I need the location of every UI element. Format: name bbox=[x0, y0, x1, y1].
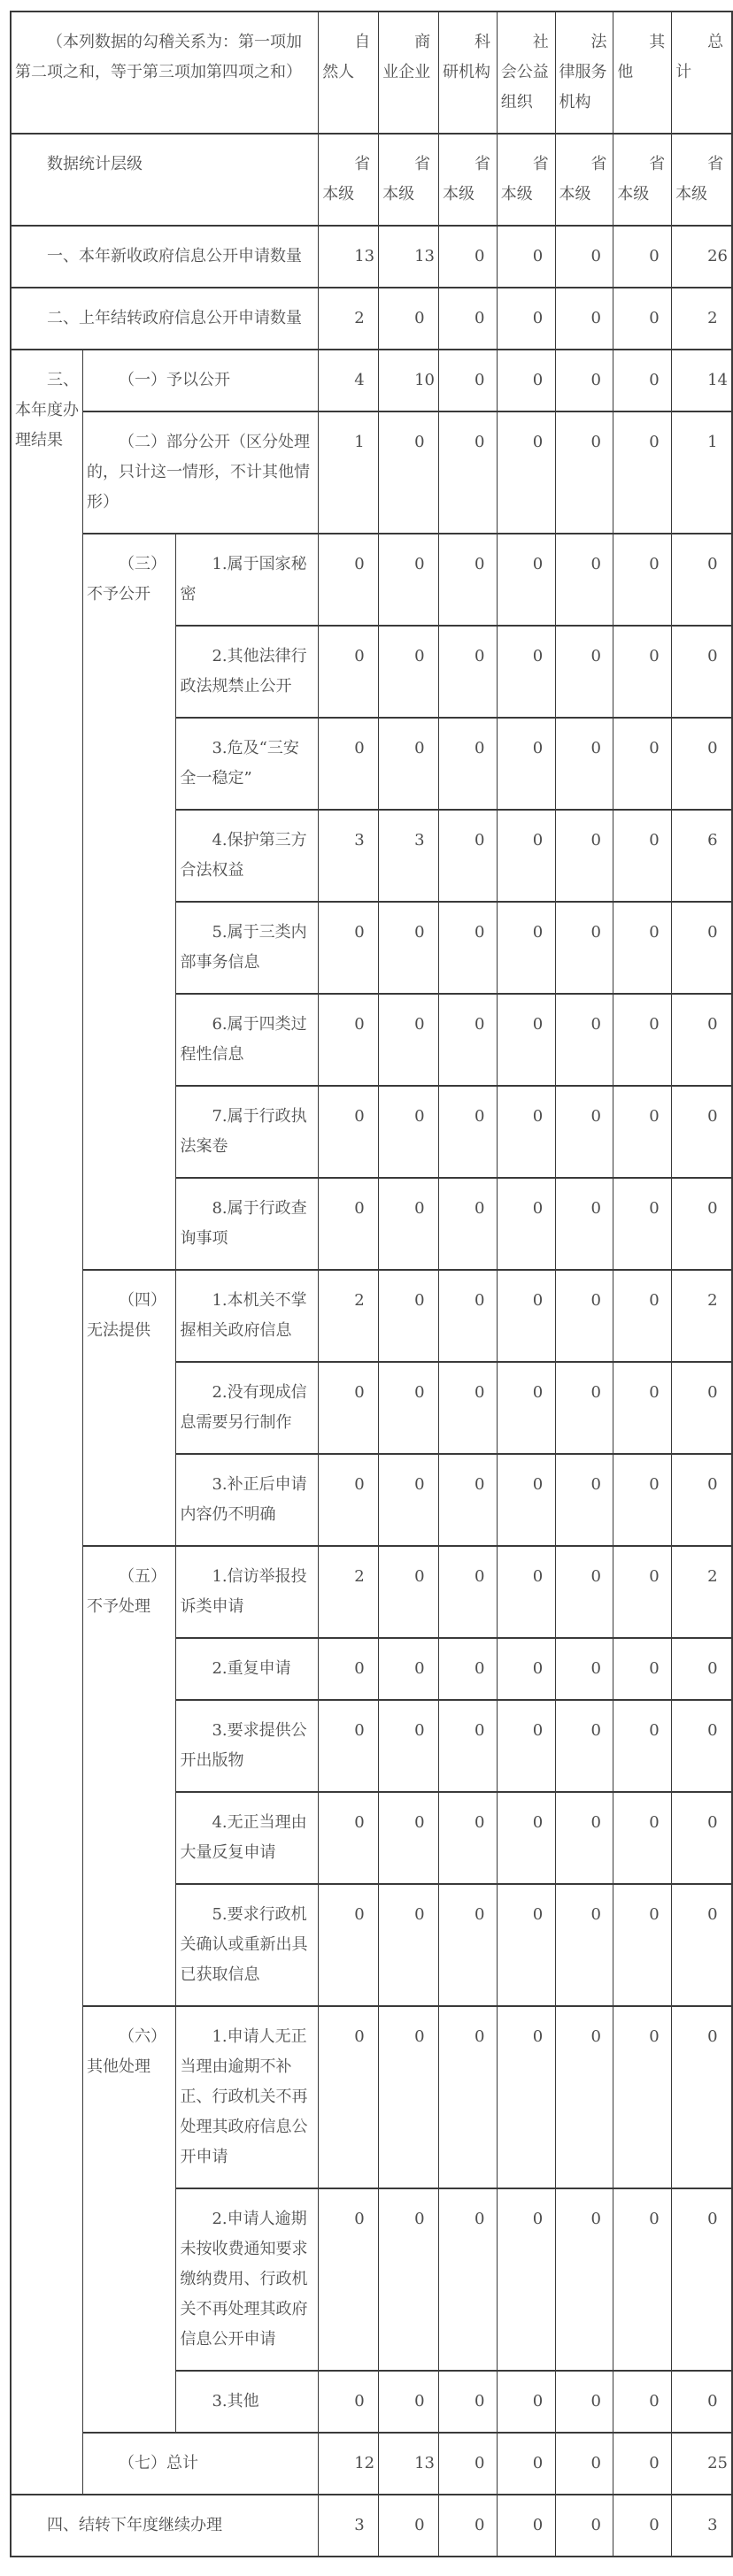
col-header-total: 总计 bbox=[672, 12, 732, 134]
row-label: （一）予以公开 bbox=[83, 350, 319, 411]
row-label: 2.重复申请 bbox=[176, 1638, 319, 1700]
value-cell: 0 bbox=[555, 1546, 613, 1638]
value-cell: 0 bbox=[497, 1362, 555, 1454]
value-cell: 0 bbox=[379, 288, 439, 350]
value-cell: 0 bbox=[379, 1546, 439, 1638]
value-cell: 0 bbox=[672, 534, 732, 626]
value-cell: 0 bbox=[439, 1638, 498, 1700]
value-cell: 0 bbox=[672, 994, 732, 1086]
value-cell: 0 bbox=[379, 1700, 439, 1792]
value-cell: 0 bbox=[319, 718, 379, 810]
value-cell: 0 bbox=[555, 2495, 613, 2557]
group-label-other-handling: （六）其他处理 bbox=[83, 2006, 176, 2433]
value-cell: 0 bbox=[613, 1546, 672, 1638]
value-cell: 0 bbox=[379, 1638, 439, 1700]
value-cell: 0 bbox=[555, 626, 613, 718]
value-cell: 0 bbox=[555, 411, 613, 534]
value-cell: 0 bbox=[379, 2495, 439, 2557]
value-cell: 0 bbox=[319, 1178, 379, 1270]
value-cell: 0 bbox=[497, 1792, 555, 1884]
value-cell: 0 bbox=[439, 1546, 498, 1638]
row-label: 5.要求行政机关确认或重新出具已获取信息 bbox=[176, 1884, 319, 2006]
value-cell: 0 bbox=[672, 1086, 732, 1178]
row-label: 8.属于行政查询事项 bbox=[176, 1178, 319, 1270]
header-row bbox=[11, 12, 732, 134]
value-cell: 0 bbox=[379, 994, 439, 1086]
table-row-not-disclosed-1 bbox=[11, 534, 732, 626]
section-label-annual-results: 三、本年度办理结果 bbox=[11, 350, 83, 2495]
value-cell: 0 bbox=[613, 1884, 672, 2006]
value-cell: 0 bbox=[497, 2188, 555, 2371]
row-label: 5.属于三类内部事务信息 bbox=[176, 902, 319, 994]
value-cell: 0 bbox=[439, 1884, 498, 2006]
value-cell: 0 bbox=[555, 1792, 613, 1884]
value-cell: 0 bbox=[613, 1700, 672, 1792]
value-cell: 26 bbox=[672, 226, 732, 288]
value-cell: 0 bbox=[613, 626, 672, 718]
value-cell: 0 bbox=[672, 1792, 732, 1884]
value-cell: 0 bbox=[379, 1792, 439, 1884]
value-cell: 1 bbox=[672, 411, 732, 534]
value-cell: 0 bbox=[497, 2006, 555, 2188]
value-cell: 0 bbox=[555, 2006, 613, 2188]
value-cell: 0 bbox=[439, 350, 498, 411]
stat-level-value: 省本级 bbox=[613, 134, 672, 226]
row-label: 1.信访举报投诉类申请 bbox=[176, 1546, 319, 1638]
value-cell: 0 bbox=[319, 626, 379, 718]
value-cell: 0 bbox=[497, 626, 555, 718]
value-cell: 0 bbox=[319, 1454, 379, 1546]
value-cell: 0 bbox=[379, 902, 439, 994]
value-cell: 0 bbox=[439, 902, 498, 994]
value-cell: 0 bbox=[613, 2188, 672, 2371]
row-label: （二）部分公开（区分处理的，只计这一情形，不计其他情形） bbox=[83, 411, 319, 534]
row-label: 4.保护第三方合法权益 bbox=[176, 810, 319, 902]
value-cell: 0 bbox=[613, 534, 672, 626]
value-cell: 0 bbox=[439, 2006, 498, 2188]
value-cell: 0 bbox=[613, 2433, 672, 2495]
value-cell: 0 bbox=[555, 534, 613, 626]
value-cell: 0 bbox=[497, 2495, 555, 2557]
value-cell: 3 bbox=[379, 810, 439, 902]
value-cell: 0 bbox=[555, 288, 613, 350]
value-cell: 0 bbox=[555, 2371, 613, 2433]
table-row-not-processed-1 bbox=[11, 1546, 732, 1638]
value-cell: 0 bbox=[613, 411, 672, 534]
disclosure-stats-table bbox=[10, 11, 733, 2557]
group-label-unable-provide: （四）无法提供 bbox=[83, 1270, 176, 1546]
row-label: 四、结转下年度继续办理 bbox=[11, 2495, 319, 2557]
value-cell: 0 bbox=[497, 288, 555, 350]
value-cell: 0 bbox=[497, 1638, 555, 1700]
value-cell: 3 bbox=[319, 2495, 379, 2557]
value-cell: 0 bbox=[613, 810, 672, 902]
value-cell: 0 bbox=[555, 718, 613, 810]
value-cell: 0 bbox=[555, 1362, 613, 1454]
value-cell: 0 bbox=[497, 1700, 555, 1792]
value-cell: 0 bbox=[613, 1178, 672, 1270]
row-label: 1.申请人无正当理由逾期不补正、行政机关不再处理其政府信息公开申请 bbox=[176, 2006, 319, 2188]
value-cell: 0 bbox=[613, 1792, 672, 1884]
row-label: 4.无正当理由大量反复申请 bbox=[176, 1792, 319, 1884]
value-cell: 0 bbox=[319, 1700, 379, 1792]
value-cell: 0 bbox=[379, 718, 439, 810]
value-cell: 0 bbox=[439, 1086, 498, 1178]
row-label: 3.补正后申请内容仍不明确 bbox=[176, 1454, 319, 1546]
row-label: 3.危及“三安全一稳定” bbox=[176, 718, 319, 810]
value-cell: 0 bbox=[439, 411, 498, 534]
value-cell: 0 bbox=[319, 1792, 379, 1884]
value-cell: 0 bbox=[379, 1270, 439, 1362]
table-row-carried-over bbox=[11, 288, 732, 350]
stat-level-label: 数据统计层级 bbox=[11, 134, 319, 226]
value-cell: 0 bbox=[497, 1454, 555, 1546]
value-cell: 0 bbox=[319, 2188, 379, 2371]
value-cell: 0 bbox=[319, 534, 379, 626]
group-label-not-disclosed: （三）不予公开 bbox=[83, 534, 176, 1270]
value-cell: 0 bbox=[379, 1178, 439, 1270]
value-cell: 0 bbox=[555, 350, 613, 411]
table-row-partially-granted bbox=[11, 411, 732, 534]
value-cell: 0 bbox=[439, 226, 498, 288]
value-cell: 0 bbox=[439, 2495, 498, 2557]
value-cell: 0 bbox=[497, 1178, 555, 1270]
row-label-subtotal: （七）总计 bbox=[83, 2433, 319, 2495]
value-cell: 0 bbox=[555, 1638, 613, 1700]
col-header-commercial-enterprise: 商业企业 bbox=[379, 12, 439, 134]
value-cell: 0 bbox=[497, 411, 555, 534]
value-cell: 0 bbox=[555, 1454, 613, 1546]
value-cell: 0 bbox=[319, 2006, 379, 2188]
value-cell: 0 bbox=[672, 1700, 732, 1792]
value-cell: 0 bbox=[439, 2188, 498, 2371]
value-cell: 0 bbox=[319, 994, 379, 1086]
value-cell: 0 bbox=[613, 1362, 672, 1454]
value-cell: 0 bbox=[672, 626, 732, 718]
value-cell: 0 bbox=[672, 1454, 732, 1546]
row-label: 7.属于行政执法案卷 bbox=[176, 1086, 319, 1178]
value-cell: 0 bbox=[672, 718, 732, 810]
row-label: 2.申请人逾期未按收费通知要求缴纳费用、行政机关不再处理其政府信息公开申请 bbox=[176, 2188, 319, 2371]
value-cell: 0 bbox=[439, 1454, 498, 1546]
stat-level-value: 省本级 bbox=[555, 134, 613, 226]
value-cell: 0 bbox=[379, 2006, 439, 2188]
value-cell: 0 bbox=[497, 1270, 555, 1362]
value-cell: 0 bbox=[497, 226, 555, 288]
value-cell: 0 bbox=[379, 534, 439, 626]
value-cell: 10 bbox=[379, 350, 439, 411]
value-cell: 0 bbox=[439, 2433, 498, 2495]
value-cell: 0 bbox=[555, 1178, 613, 1270]
value-cell: 0 bbox=[439, 1792, 498, 1884]
value-cell: 2 bbox=[672, 288, 732, 350]
row-label: 3.要求提供公开出版物 bbox=[176, 1700, 319, 1792]
value-cell: 0 bbox=[319, 1362, 379, 1454]
value-cell: 0 bbox=[613, 226, 672, 288]
value-cell: 3 bbox=[672, 2495, 732, 2557]
col-header-social-welfare-org: 社会公益组织 bbox=[497, 12, 555, 134]
row-label: 1.属于国家秘密 bbox=[176, 534, 319, 626]
table-row-subtotal bbox=[11, 2433, 732, 2495]
value-cell: 0 bbox=[439, 2371, 498, 2433]
col-header-natural-person: 自然人 bbox=[319, 12, 379, 134]
value-cell: 0 bbox=[613, 994, 672, 1086]
row-label: 1.本机关不掌握相关政府信息 bbox=[176, 1270, 319, 1362]
row-label: 2.没有现成信息需要另行制作 bbox=[176, 1362, 319, 1454]
value-cell: 0 bbox=[613, 2371, 672, 2433]
group-label-not-processed: （五）不予处理 bbox=[83, 1546, 176, 2006]
value-cell: 13 bbox=[319, 226, 379, 288]
col-header-other: 其他 bbox=[613, 12, 672, 134]
value-cell: 0 bbox=[379, 411, 439, 534]
value-cell: 0 bbox=[379, 626, 439, 718]
value-cell: 0 bbox=[672, 1884, 732, 2006]
value-cell: 4 bbox=[319, 350, 379, 411]
table-row-new-requests bbox=[11, 226, 732, 288]
value-cell: 2 bbox=[319, 1546, 379, 1638]
value-cell: 0 bbox=[497, 1884, 555, 2006]
value-cell: 0 bbox=[319, 1086, 379, 1178]
table-row-unable-provide-1 bbox=[11, 1270, 732, 1362]
value-cell: 0 bbox=[613, 288, 672, 350]
value-cell: 0 bbox=[439, 1178, 498, 1270]
value-cell: 0 bbox=[613, 1454, 672, 1546]
value-cell: 13 bbox=[379, 2433, 439, 2495]
value-cell: 0 bbox=[319, 902, 379, 994]
value-cell: 0 bbox=[555, 1270, 613, 1362]
value-cell: 0 bbox=[555, 1884, 613, 2006]
value-cell: 2 bbox=[672, 1270, 732, 1362]
value-cell: 0 bbox=[497, 994, 555, 1086]
stat-level-value: 省本级 bbox=[497, 134, 555, 226]
value-cell: 0 bbox=[439, 626, 498, 718]
value-cell: 0 bbox=[672, 2188, 732, 2371]
value-cell: 6 bbox=[672, 810, 732, 902]
value-cell: 0 bbox=[439, 1700, 498, 1792]
value-cell: 2 bbox=[319, 1270, 379, 1362]
value-cell: 0 bbox=[555, 2188, 613, 2371]
value-cell: 0 bbox=[497, 718, 555, 810]
value-cell: 0 bbox=[555, 902, 613, 994]
value-cell: 0 bbox=[555, 1700, 613, 1792]
row-label: 6.属于四类过程性信息 bbox=[176, 994, 319, 1086]
value-cell: 0 bbox=[497, 2433, 555, 2495]
value-cell: 0 bbox=[672, 2371, 732, 2433]
value-cell: 3 bbox=[319, 810, 379, 902]
value-cell: 0 bbox=[613, 718, 672, 810]
value-cell: 14 bbox=[672, 350, 732, 411]
value-cell: 0 bbox=[439, 994, 498, 1086]
value-cell: 0 bbox=[613, 902, 672, 994]
value-cell: 0 bbox=[439, 1270, 498, 1362]
value-cell: 2 bbox=[672, 1546, 732, 1638]
value-cell: 0 bbox=[379, 1086, 439, 1178]
value-cell: 0 bbox=[497, 2371, 555, 2433]
value-cell: 0 bbox=[555, 994, 613, 1086]
value-cell: 0 bbox=[439, 534, 498, 626]
value-cell: 0 bbox=[497, 1086, 555, 1178]
value-cell: 0 bbox=[613, 1638, 672, 1700]
row-label: 二、上年结转政府信息公开申请数量 bbox=[11, 288, 319, 350]
value-cell: 0 bbox=[319, 2371, 379, 2433]
table-row-granted bbox=[11, 350, 732, 411]
stat-level-value: 省本级 bbox=[379, 134, 439, 226]
stat-level-value: 省本级 bbox=[439, 134, 498, 226]
value-cell: 25 bbox=[672, 2433, 732, 2495]
value-cell: 0 bbox=[497, 902, 555, 994]
value-cell: 0 bbox=[439, 810, 498, 902]
value-cell: 0 bbox=[319, 1884, 379, 2006]
value-cell: 0 bbox=[497, 1546, 555, 1638]
row-label: 2.其他法律行政法规禁止公开 bbox=[176, 626, 319, 718]
value-cell: 0 bbox=[439, 718, 498, 810]
value-cell: 0 bbox=[672, 2006, 732, 2188]
value-cell: 0 bbox=[379, 1362, 439, 1454]
value-cell: 0 bbox=[613, 2495, 672, 2557]
value-cell: 0 bbox=[497, 350, 555, 411]
value-cell: 0 bbox=[672, 1362, 732, 1454]
stat-level-value: 省本级 bbox=[672, 134, 732, 226]
value-cell: 0 bbox=[613, 350, 672, 411]
value-cell: 0 bbox=[555, 810, 613, 902]
row-label: 一、本年新收政府信息公开申请数量 bbox=[11, 226, 319, 288]
table-row-other-handling-1 bbox=[11, 2006, 732, 2188]
stat-level-row bbox=[11, 134, 732, 226]
stat-level-value: 省本级 bbox=[319, 134, 379, 226]
value-cell: 12 bbox=[319, 2433, 379, 2495]
value-cell: 0 bbox=[379, 1884, 439, 2006]
value-cell: 0 bbox=[497, 534, 555, 626]
table-row-carry-forward bbox=[11, 2495, 732, 2557]
value-cell: 0 bbox=[555, 1086, 613, 1178]
value-cell: 0 bbox=[672, 902, 732, 994]
value-cell: 0 bbox=[319, 1638, 379, 1700]
value-cell: 0 bbox=[555, 226, 613, 288]
value-cell: 13 bbox=[379, 226, 439, 288]
value-cell: 0 bbox=[379, 1454, 439, 1546]
col-header-legal-service-org: 法律服务机构 bbox=[555, 12, 613, 134]
value-cell: 0 bbox=[379, 2371, 439, 2433]
value-cell: 1 bbox=[319, 411, 379, 534]
col-header-research-institution: 科研机构 bbox=[439, 12, 498, 134]
value-cell: 0 bbox=[613, 1270, 672, 1362]
value-cell: 0 bbox=[613, 1086, 672, 1178]
value-cell: 0 bbox=[613, 2006, 672, 2188]
value-cell: 0 bbox=[555, 2433, 613, 2495]
value-cell: 2 bbox=[319, 288, 379, 350]
value-cell: 0 bbox=[439, 1362, 498, 1454]
header-note-cell: （本列数据的勾稽关系为：第一项加第二项之和，等于第三项加第四项之和） bbox=[11, 12, 319, 134]
value-cell: 0 bbox=[672, 1638, 732, 1700]
value-cell: 0 bbox=[497, 810, 555, 902]
value-cell: 0 bbox=[379, 2188, 439, 2371]
value-cell: 0 bbox=[672, 1178, 732, 1270]
row-label: 3.其他 bbox=[176, 2371, 319, 2433]
value-cell: 0 bbox=[439, 288, 498, 350]
